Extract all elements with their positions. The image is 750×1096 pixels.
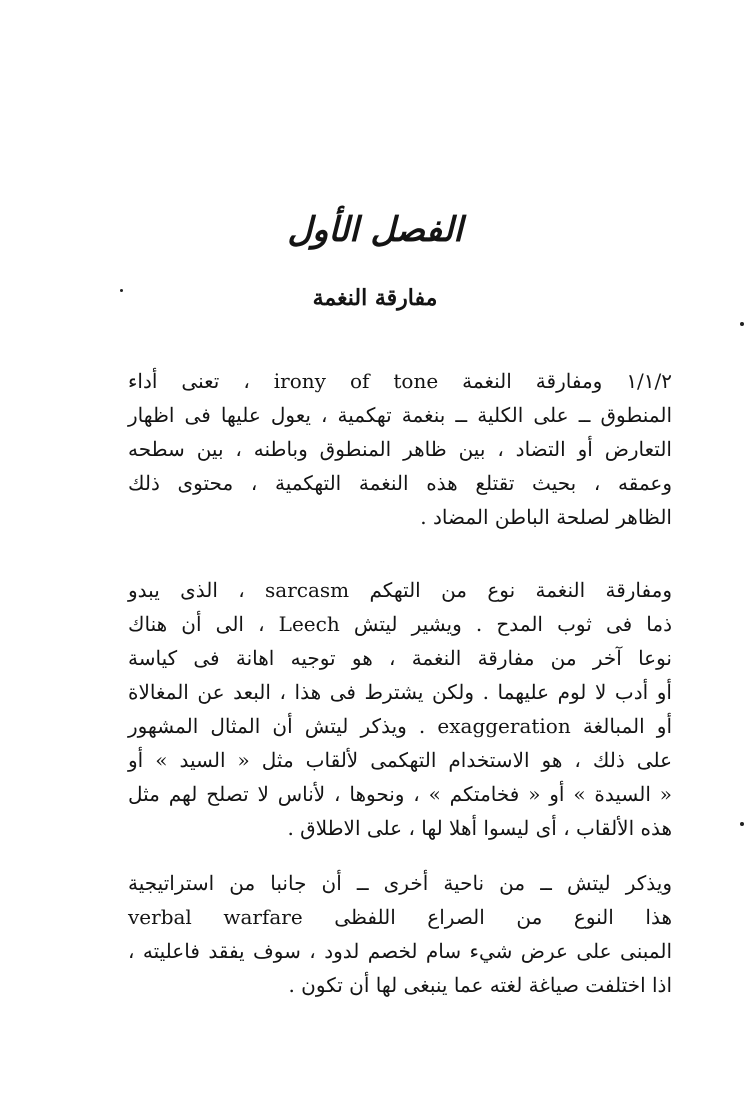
scan-speck: [740, 322, 744, 326]
paragraph-line: هذه الألقاب ، أى ليسوا أهلا لها ، على الاطلاق .: [287, 816, 672, 840]
section-title: مفارقة النغمة: [312, 285, 438, 311]
paragraph-line: ومفارقة النغمة نوع من التهكم sarcasm ، الذى يبدو: [128, 578, 672, 602]
paragraph-line: الظاهر لصلحة الباطن المضاد .: [420, 505, 672, 529]
paragraph-line: اذا اختلفت صياغة لغته عما ينبغى لها أن تكون .: [288, 973, 672, 997]
paragraph-line: وعمقه ، بحيث تقتلع هذه النغمة التهكمية ، محتوى ذلك: [128, 471, 672, 495]
paragraph-line: المنطوق ــ على الكلية ــ بنغمة تهكمية ، يعول عليها فى اظهار: [128, 403, 672, 427]
paragraph-line: المبنى على عرض شيء سام لخصم لدود ، سوف يفقد فاعليته ،: [128, 939, 672, 963]
paragraph-line: أو المبالغة exaggeration . ويذكر ليتش أن المثال المشهور: [128, 714, 672, 738]
paragraph-2: [128, 573, 672, 845]
paragraph-line: ويذكر ليتش ــ من ناحية أخرى ــ أن جانبا من استراتيجية: [128, 871, 672, 895]
paragraph-line: نوعا آخر من مفارقة النغمة ، هو توجيه اهانة فى كياسة: [128, 646, 672, 670]
paragraph-line: ١/١/٢ ومفارقة النغمة irony of tone ، تعنى أداء: [128, 369, 673, 393]
paragraph-1: [128, 364, 672, 534]
paragraph-3: [128, 866, 672, 1002]
paragraph-line: ذما فى ثوب المدح . ويشير ليتش Leech ، الى أن هناك: [128, 612, 673, 636]
scan-speck: [120, 289, 123, 292]
paragraph-line: « السيدة » أو « فخامتكم » ، ونحوها ، لأناس لا تصلح لهم مثل: [128, 782, 672, 806]
paragraph-line: التعارض أو التضاد ، بين ظاهر المنطوق وباطنه ، بين سطحه: [128, 437, 672, 461]
chapter-title: الفصل الأول: [287, 210, 463, 250]
scan-speck: [740, 822, 744, 826]
paragraph-line: هذا النوع من الصراع اللفظى verbal warfare: [128, 905, 672, 929]
paragraph-line: أو أدب لا لوم عليهما . ولكن يشترط فى هذا ، البعد عن المغالاة: [128, 680, 672, 704]
paragraph-line: على ذلك ، هو الاستخدام التهكمى لألقاب مثل « السيد » أو: [128, 748, 672, 772]
